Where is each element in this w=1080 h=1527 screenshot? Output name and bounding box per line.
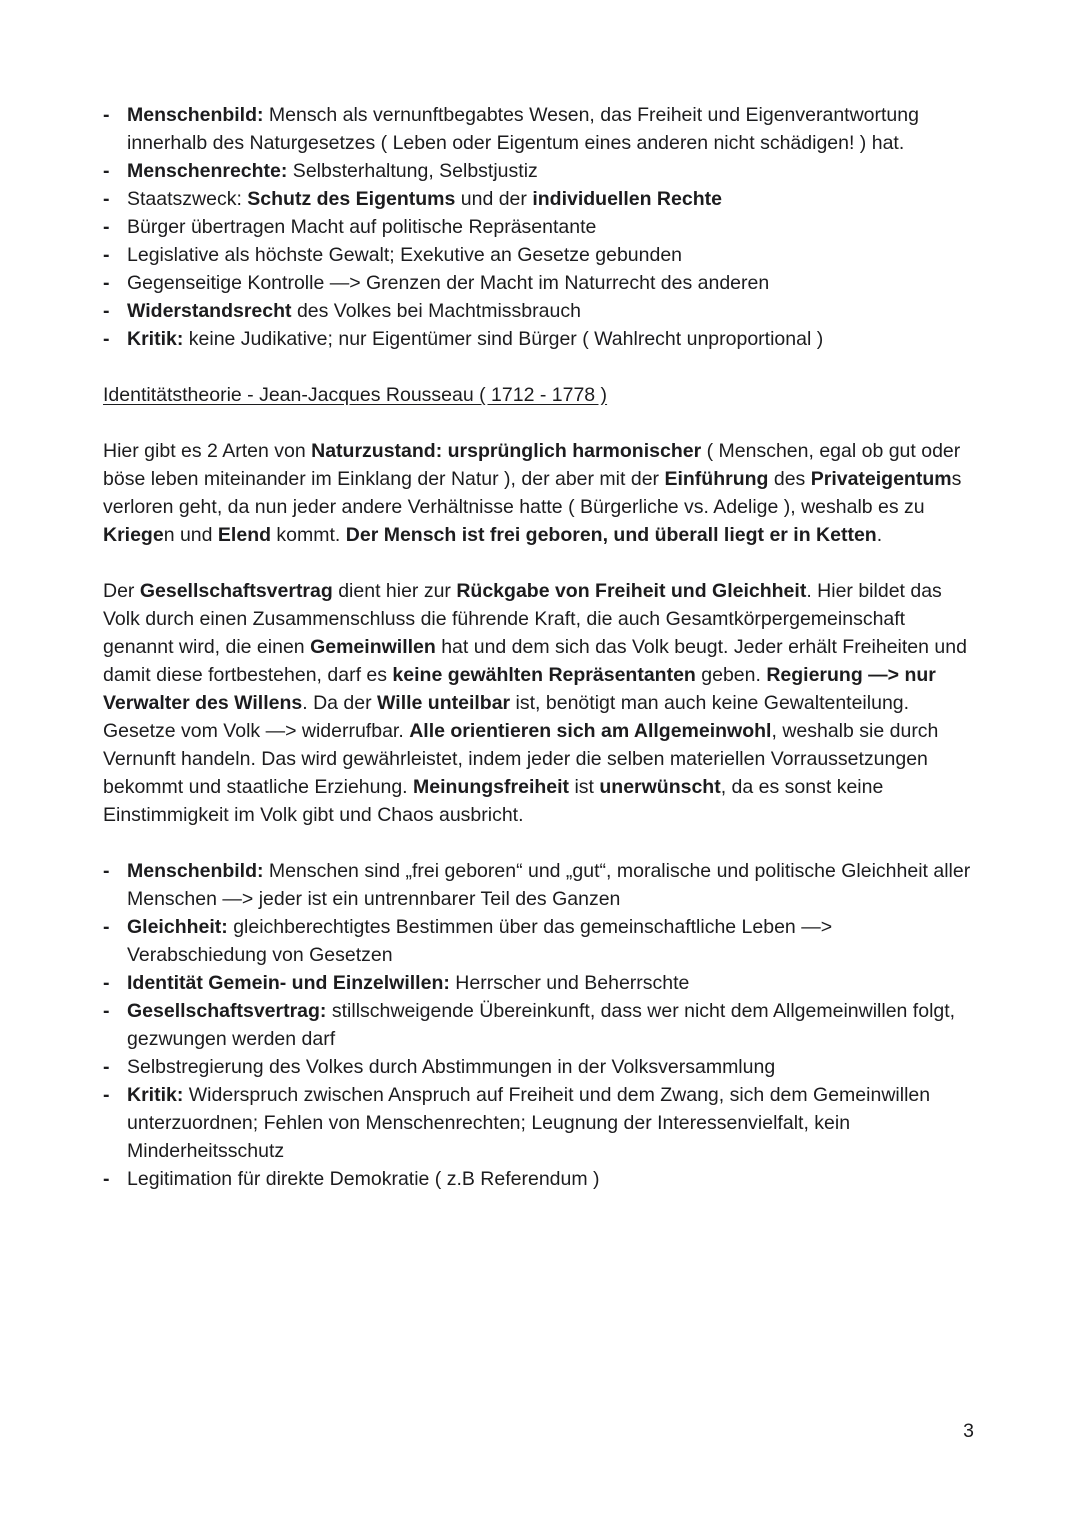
- bullet-text: Menschenbild: Mensch als vernunftbegabtes Wesen, das Freiheit und Eigenverantwortung innerhalb des Naturgesetzes ( Leben oder Eigentum eines anderen nicht schädigen! ) hat.: [127, 104, 919, 154]
- bullet-dash: -: [103, 916, 110, 938]
- list-item: [103, 213, 976, 241]
- bullet-dash: -: [103, 160, 110, 182]
- bullet-text: Gesellschaftsvertrag: stillschweigende Übereinkunft, dass wer nicht dem Allgemeinwillen folgt, gezwungen werden darf: [127, 1000, 956, 1050]
- list-item: [103, 969, 976, 997]
- list-item: [103, 1053, 976, 1081]
- bullet-text: Widerstandsrecht des Volkes bei Machtmissbrauch: [127, 300, 581, 322]
- paragraph-gesellschaftsvertrag: Der Gesellschaftsvertrag dient hier zur Rückgabe von Freiheit und Gleichheit. Hier bildet das Volk durch einen Zusammenschluss die führende Kraft, die auch Gesamtkörpergemeinschaft genannt wird, die einen Gemeinwillen hat und dem sich das Volk beugt. Jeder erhält Freiheiten und damit diese fortbestehen, darf es keine gewählten Repräsentanten geben. Regierung —> nur Verwalter des Willens. Da der Wille unteilbar ist, benötigt man auch keine Gewaltenteilung. Gesetze vom Volk —> widerrufbar. Alle orientieren sich am Allgemeinwohl, weshalb sie durch Vernunft handeln. Das wird gewährleistet, indem jeder die selben materiellen Vorraussetzungen bekommt und staatliche Erziehung. Meinungsfreiheit ist unerwünscht, da es sonst keine Einstimmigkeit im Volk gibt und Chaos ausbricht.: [103, 580, 967, 826]
- bullet-text: Staatszweck: Schutz des Eigentums und der individuellen Rechte: [127, 188, 722, 210]
- section-heading-rousseau: Identitätstheorie - Jean-Jacques Rousseau ( 1712 - 1778 ): [103, 384, 608, 406]
- list-item: [103, 269, 976, 297]
- bullet-text: Legitimation für direkte Demokratie ( z.B Referendum ): [127, 1168, 600, 1190]
- paragraph-naturzustand: Hier gibt es 2 Arten von Naturzustand: ursprünglich harmonischer ( Menschen, egal ob gut oder böse leben miteinander im Einklang der Natur ), der aber mit der Einführung des Privateigentums verloren geht, da nun jeder andere Verhältnisse hatte ( Bürgerliche vs. Adelige ), weshalb es zu Kriegen und Elend kommt. Der Mensch ist frei geboren, und überall liegt er in Ketten.: [103, 440, 962, 546]
- locke-bullet-list: [103, 101, 976, 353]
- bullet-dash: -: [103, 104, 110, 126]
- bullet-text: Identität Gemein- und Einzelwillen: Herrscher und Beherrschte: [127, 972, 690, 994]
- list-item: [103, 157, 976, 185]
- rousseau-bullet-list: [103, 857, 976, 1193]
- bullet-text: Kritik: Widerspruch zwischen Anspruch auf Freiheit und dem Zwang, sich dem Gemeinwillen unterzuordnen; Fehlen von Menschenrechten; Leugnung der Interessenvielfalt, kein Minderheitsschutz: [127, 1084, 931, 1162]
- bullet-text: Menschenbild: Menschen sind „frei geboren“ und „gut“, moralische und politische Gleichheit aller Menschen —> jeder ist ein untrennbarer Teil des Ganzen: [127, 860, 971, 910]
- list-item: [103, 241, 976, 269]
- bullet-dash: -: [103, 328, 110, 350]
- list-item: [103, 185, 976, 213]
- bullet-dash: -: [103, 1000, 110, 1022]
- list-item: [103, 297, 976, 325]
- bullet-text: Gleichheit: gleichberechtigtes Bestimmen über das gemeinschaftliche Leben —> Verabschiedung von Gesetzen: [127, 916, 833, 966]
- list-item: [103, 1165, 976, 1193]
- page-number: 3: [963, 1420, 974, 1442]
- list-item: [103, 913, 976, 969]
- bullet-dash: -: [103, 300, 110, 322]
- bullet-dash: -: [103, 188, 110, 210]
- bullet-text: Legislative als höchste Gewalt; Exekutive an Gesetze gebunden: [127, 244, 683, 266]
- bullet-dash: -: [103, 1056, 110, 1078]
- bullet-dash: -: [103, 272, 110, 294]
- bullet-dash: -: [103, 216, 110, 238]
- bullet-text: Kritik: keine Judikative; nur Eigentümer sind Bürger ( Wahlrecht unproportional ): [127, 328, 824, 350]
- bullet-dash: -: [103, 1168, 110, 1190]
- bullet-dash: -: [103, 1084, 110, 1106]
- list-item: [103, 101, 976, 157]
- list-item: [103, 997, 976, 1053]
- bullet-text: Gegenseitige Kontrolle —> Grenzen der Macht im Naturrecht des anderen: [127, 272, 770, 294]
- bullet-text: Selbstregierung des Volkes durch Abstimmungen in der Volksversammlung: [127, 1056, 776, 1078]
- bullet-dash: -: [103, 972, 110, 994]
- bullet-dash: -: [103, 244, 110, 266]
- bullet-dash: -: [103, 860, 110, 882]
- bullet-text: Bürger übertragen Macht auf politische Repräsentante: [127, 216, 597, 238]
- list-item: [103, 857, 976, 913]
- bullet-text: Menschenrechte: Selbsterhaltung, Selbstjustiz: [127, 160, 538, 182]
- list-item: [103, 1081, 976, 1165]
- list-item: [103, 325, 976, 353]
